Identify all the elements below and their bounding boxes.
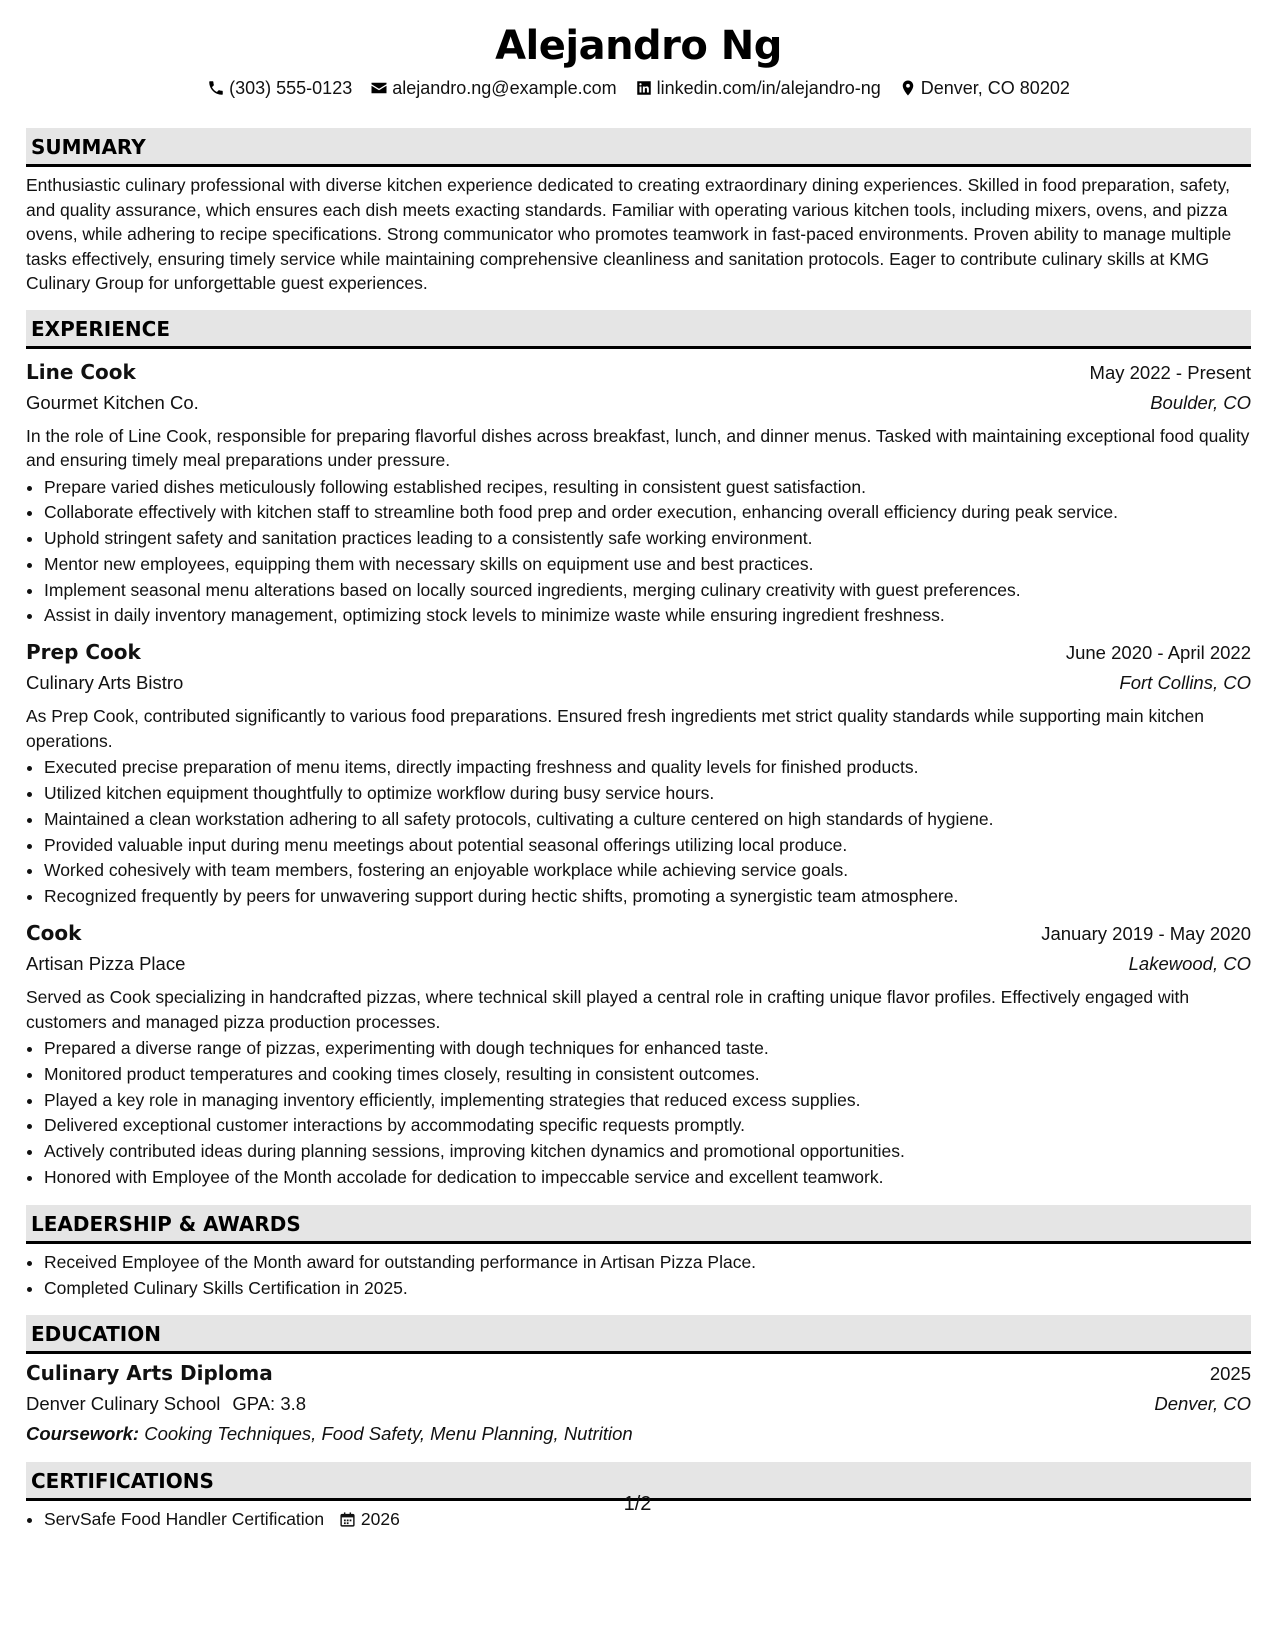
job-description: Served as Cook specializing in handcrafted pizzas, where technical skill played a central role in crafting unique flavor profiles. Effectively engaged with customers and managed pizza production processes. [26,987,1190,1032]
list-item: • Executed precise preparation of menu items, directly impacting freshness and quality levels for finished products. [44,755,1251,781]
list-item: • Honored with Employee of the Month accolade for dedication to impeccable service and excellent teamwork. [44,1165,1251,1191]
list-item: • Played a key role in managing inventory efficiently, implementing strategies that reduced excess supplies. [44,1088,1251,1114]
contact-info [26,76,1251,100]
contact-linkedin[interactable] [635,76,881,100]
job-title: Line Cook [26,359,136,384]
section-title-leadership: LEADERSHIP & AWARDS [26,1205,1251,1244]
linkedin-text: linkedin.com/in/alejandro-ng [656,78,881,98]
linkedin-icon [635,79,653,97]
list-item: • Delivered exceptional customer interactions by accommodating specific requests promptly. [44,1113,1251,1139]
coursework [26,1419,1251,1448]
list-item: • Implement seasonal menu alterations based on locally sourced ingredients, merging culinary creativity with guest preferences. [44,578,1251,604]
list-item: • Collaborate effectively with kitchen staff to streamline both food prep and order execution, enhancing overall efficiency during peak service. [44,500,1251,526]
list-item: • Maintained a clean workstation adhering to all safety protocols, cultivating a culture centered on high standards of hygiene. [44,807,1251,833]
job-location: Boulder, CO [1150,391,1251,413]
job-company: Gourmet Kitchen Co. [26,391,199,413]
job-entry [26,357,1251,630]
gpa-text: GPA: 3.8 [232,1393,307,1415]
phone-text: (303) 555-0123 [229,78,353,98]
candidate-name: Alejandro Ng [495,23,782,69]
envelope-icon [370,79,388,97]
job-bullets [26,755,1251,910]
job-location: Lakewood, CO [1128,953,1251,975]
job-dates: January 2019 - May 2020 [1041,923,1251,945]
location-text: Denver, CO 80202 [920,78,1070,98]
contact-phone[interactable] [207,76,352,100]
job-title: Prep Cook [26,640,141,665]
job-bullets [26,1036,1251,1191]
job-company: Artisan Pizza Place [26,953,186,975]
contact-email[interactable] [370,76,616,100]
job-entry [26,918,1251,1191]
list-item: • Completed Culinary Skills Certification in 2025. [44,1276,1251,1302]
summary-text: Enthusiastic culinary professional with diverse kitchen experience dedicated to creating extraordinary dining experiences. Skilled in food preparation, safety, and quality assurance, which ensures each dish meets exacting standards. Familiar with operating various kitchen tools, including mixers, ovens, and pizza ovens, while adhering to recipe specifications. Strong communicator who promotes teamwork in fast-paced environments. Proven ability to manage multiple tasks effectively, ensuring timely service while maintaining comprehensive cleanliness and sanitation protocols. Eager to contribute culinary skills at KMG Culinary Group for unforgettable guest experiences. [26,175,1232,293]
contact-location [899,76,1070,100]
list-item: • Assist in daily inventory management, optimizing stock levels to minimize waste while ensuring ingredient freshness. [44,603,1251,629]
education-section [26,1315,1251,1448]
page-number: 1/2 [623,1493,652,1515]
certification-year: 2026 [360,1509,400,1530]
leadership-bullets [26,1250,1251,1302]
list-item: • Prepare varied dishes meticulously following established recipes, resulting in consistent guest satisfaction. [44,475,1251,501]
job-entry [26,637,1251,910]
list-item: • Uphold stringent safety and sanitation practices leading to a consistently safe working environment. [44,526,1251,552]
coursework-label: Coursework: [26,1423,140,1445]
section-title-summary: SUMMARY [26,128,1251,167]
map-pin-icon [899,79,917,97]
list-item: • Received Employee of the Month award for outstanding performance in Artisan Pizza Place. [44,1250,1251,1276]
list-item: • Worked cohesively with team members, fostering an enjoyable workplace while achieving service goals. [44,858,1251,884]
leadership-section [26,1205,1251,1302]
list-item: • Recognized frequently by peers for unwavering support during hectic shifts, promoting a synergistic team atmosphere. [44,884,1251,910]
list-item: • Actively contributed ideas during planning sessions, improving kitchen dynamics and promotional opportunities. [44,1139,1251,1165]
email-text: alejandro.ng@example.com [392,78,617,98]
job-location: Fort Collins, CO [1119,672,1251,694]
certification-name: ServSafe Food Handler Certification [44,1509,325,1530]
list-item: • Utilized kitchen equipment thoughtfully to optimize workflow during busy service hours. [44,781,1251,807]
school-location: Denver, CO [1154,1393,1251,1415]
experience-section [26,310,1251,1191]
list-item: • Mentor new employees, equipping them with necessary skills on equipment use and best practices. [44,552,1251,578]
job-bullets [26,475,1251,630]
school-name: Denver Culinary School [26,1393,221,1415]
resume-page [26,18,1251,1533]
coursework-text: Cooking Techniques, Food Safety, Menu Planning, Nutrition [144,1423,633,1445]
job-dates: June 2020 - April 2022 [1065,642,1251,664]
section-title-certifications: CERTIFICATIONS [26,1462,1251,1501]
section-title-experience: EXPERIENCE [26,310,1251,349]
job-dates: May 2022 - Present [1089,361,1251,383]
job-description: In the role of Line Cook, responsible for preparing flavorful dishes across breakfast, lunch, and dinner menus. Tasked with maintaining exceptional food quality and ensuring timely meal preparations under pressure. [26,425,1250,470]
list-item: • Provided valuable input during menu meetings about potential seasonal offerings utilizing local produce. [44,833,1251,859]
job-description: As Prep Cook, contributed significantly to various food preparations. Ensured fresh ingredients met strict quality standards while supporting main kitchen operations. [26,706,1204,751]
job-title: Cook [26,921,82,946]
section-title-education: EDUCATION [26,1315,1251,1354]
list-item: • Monitored product temperatures and cooking times closely, resulting in consistent outcomes. [44,1062,1251,1088]
phone-icon [207,79,225,97]
degree-year: 2025 [1209,1363,1251,1385]
summary-section [26,128,1251,296]
degree-title: Culinary Arts Diploma [26,1361,273,1386]
job-company: Culinary Arts Bistro [26,672,184,694]
list-item: • Prepared a diverse range of pizzas, experimenting with dough techniques for enhanced taste. [44,1036,1251,1062]
resume-header [26,18,1251,100]
